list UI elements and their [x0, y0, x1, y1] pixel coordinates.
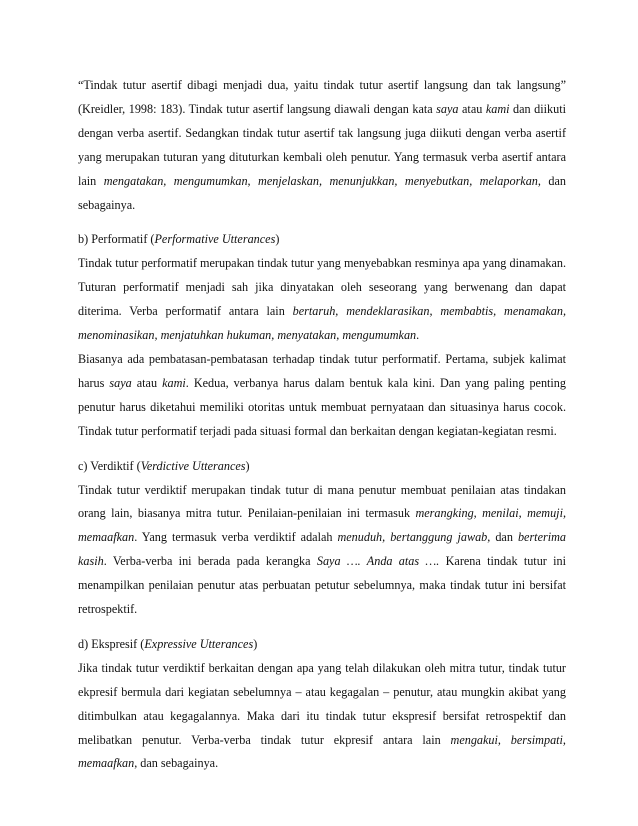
ekspresif-paragraph: Jika tindak tutur verdiktif berkaitan dengan apa yang telah dilakukan oleh mitra tutur, tindak tutur ekpresif bermula dari kegiatan sebelumnya – atau kegagalan – penutur, atau mungkin akibat yang ditimbulkan atau kegagalannya. Maka dari itu tindak tutur ekspresif bersifat retrospektif dan melibatkan penutur. Verba-verba tindak tutur ekpresif antara lain mengakui, bersimpati, memaafkan, dan sebagainya.	[78, 660, 566, 771]
verdiktif-heading: c) Verdiktif (Verdictive Utterances)	[78, 458, 250, 473]
performatif-heading: b) Performatif (Performative Utterances)	[78, 232, 280, 247]
performatif-paragraph-2: Biasanya ada pembatasan-pembatasan terhadap tindak tutur performatif. Pertama, subjek kalimat harus saya atau kami. Kedua, verbanya harus dalam bentuk kala kini. Dan yang paling penting penutur harus diketahui memiliki otoritas untuk membuat pernyataan dan situasinya harus cocok. Tindak tutur performatif terjadi pada situasi formal dan berkaitan dengan kegiatan-kegiatan resmi.	[78, 351, 566, 438]
verdiktif-paragraph: Tindak tutur verdiktif merupakan tindak tutur di mana penutur membuat penilaian atas tindakan orang lain, biasanya mitra tutur. Penilaian-penilaian ini termasuk merangking, menilai, memuji, memaafkan. Yang termasuk verba verdiktif adalah menuduh, bertanggung jawab, dan berterima kasih. Verba-verba ini berada pada kerangka Saya …. Anda atas …. Karena tindak tutur ini menampilkan penilaian penutur atas perbuatan petutur sebelumnya, maka tindak tutur ini bersifat retrospektif.	[78, 482, 567, 617]
performatif-paragraph-1: Tindak tutur performatif merupakan tindak tutur yang menyebabkan resminya apa yang dinamakan. Tuturan performatif menjadi sah jika dinyatakan oleh seseorang yang berwenang dan dapat diterima. Verba performatif antara lain bertaruh, mendeklarasikan, membabtis, menamakan, menominasikan, menjatuhkan hukuman, menyatakan, mengumumkan.	[78, 256, 566, 343]
intro-paragraph: “Tindak tutur asertif dibagi menjadi dua, yaitu tindak tutur asertif langsung dan tak langsung” (Kreidler, 1998: 183). Tindak tutur asertif langsung diawali dengan kata saya atau kami dan diikuti dengan verba asertif. Sedangkan tindak tutur asertif tak langsung juga diikuti dengan verba asertif yang merupakan tuturan yang dituturkan kembali oleh penutur. Yang termasuk verba asertif antara lain mengatakan, mengumumkan, menjelaskan, menunjukkan, menyebutkan, melaporkan, dan sebagainya.	[78, 78, 566, 212]
ekspresif-heading: d) Ekspresif (Expressive Utterances)	[78, 636, 258, 651]
